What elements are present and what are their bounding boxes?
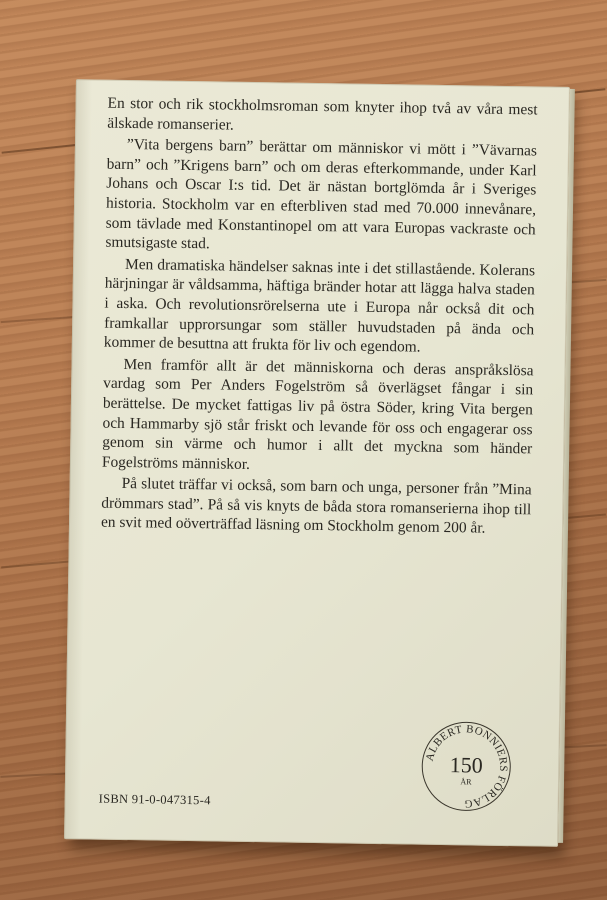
blurb-paragraph-3: Men dramatiska händelser saknas inte i det stillastående. Kolerans härjningar är våldsamma, häftiga bränder hotar att lägga halva staden i aska. Och revolutionsrörelserna ute i Europa når också dit och framkallar upprorsungar som ställer huvudstaden på ända och kommer de besuttna att frukta för liv och egendom. bbox=[103, 255, 536, 356]
jacket-fold-shadow bbox=[64, 79, 92, 839]
blurb-paragraph-1: En stor och rik stockholmsroman som knyter ihop två av våra mest älskade romanserier. bbox=[107, 94, 538, 134]
seal-ring-text: ALBERT BONNIERS FÖRLAG bbox=[423, 723, 510, 810]
book-page-edge bbox=[558, 89, 575, 843]
seal-unit: ÅR bbox=[460, 777, 472, 787]
publisher-anniversary-seal bbox=[420, 720, 513, 813]
blurb-paragraph-2: ”Vita bergens barn” berättar om människor vi mött i ”Vävarnas barn” och ”Krigens barn” och om deras efterkommande, under Karl Johans och Oscar I:s tid. Det är nästan bortglömda år i Sveriges historia. Stockholm var en efterbliven stad med 70.000 innevånare, som tävlade med Konstantinopel om att vara Europas vackraste och smutsigaste stad. bbox=[105, 136, 538, 253]
blurb-paragraph-5: På slutet träffar vi också, som barn och unga, personer från ”Mina drömmars stad”. På så vis knyts de båda stora romanserierna ihop till en svit med oöverträffad läsning om Stockholm genom 200 år. bbox=[100, 475, 532, 538]
seal-number: 150 bbox=[449, 752, 483, 778]
blurb-text bbox=[101, 94, 538, 542]
blurb-paragraph-4: Men framför allt är det människorna och deras anspråkslösa vardag som Per Anders Fogelström så överlägset fångar i sin berättelse. De mycket fattigas liv på östra Söder, kring Vita bergen och Hammarby sjö står friskt och levande för oss och engagerar oss genom sin värme och humor i allt det myckna som händer Fogelströms människor. bbox=[101, 355, 534, 473]
isbn-number: ISBN 91-0-047315-4 bbox=[98, 791, 211, 808]
book-back-cover bbox=[64, 79, 570, 847]
